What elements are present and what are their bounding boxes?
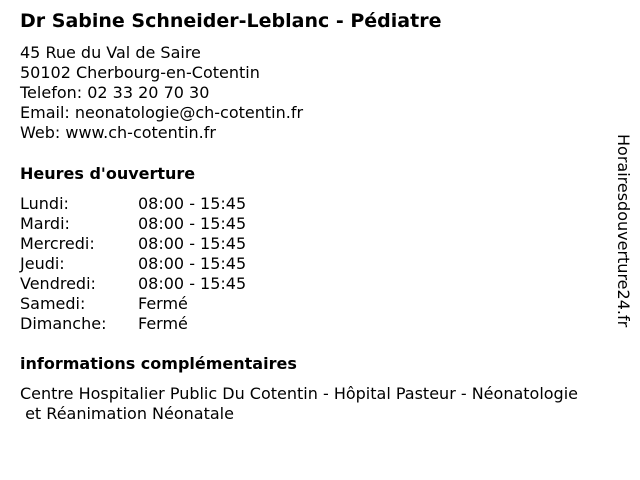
- additional-info-line: et Réanimation Néonatale: [20, 404, 234, 423]
- day-hours: 08:00 - 15:45: [138, 214, 247, 233]
- day-hours: Fermé: [138, 314, 188, 333]
- opening-hours-table: [20, 194, 320, 334]
- website: Web: www.ch-cotentin.fr: [20, 123, 216, 142]
- additional-info-line: Centre Hospitalier Public Du Cotentin - Hôpital Pasteur - Néonatologie: [20, 384, 578, 403]
- day-hours: 08:00 - 15:45: [138, 234, 247, 253]
- address-city: 50102 Cherbourg-en-Cotentin: [20, 63, 260, 82]
- hours-row-friday: [20, 274, 320, 294]
- hours-row-sunday: [20, 314, 320, 334]
- day-label: Mercredi:: [20, 234, 95, 253]
- email-address: Email: neonatologie@ch-cotentin.fr: [20, 103, 304, 122]
- hours-row-thursday: [20, 254, 320, 274]
- day-hours: Fermé: [138, 294, 188, 313]
- address-street: 45 Rue du Val de Saire: [20, 43, 201, 62]
- day-label: Lundi:: [20, 194, 69, 213]
- hours-row-tuesday: [20, 214, 320, 234]
- additional-info-heading: informations complémentaires: [20, 354, 297, 373]
- phone-number: Telefon: 02 33 20 70 30: [20, 83, 210, 102]
- hours-row-wednesday: [20, 234, 320, 254]
- day-label: Samedi:: [20, 294, 86, 313]
- day-label: Jeudi:: [20, 254, 65, 273]
- hours-row-saturday: [20, 294, 320, 314]
- additional-info-text: [20, 384, 578, 424]
- site-watermark: Horairesdouverture24.fr: [614, 134, 633, 328]
- day-label: Vendredi:: [20, 274, 96, 293]
- hours-row-monday: [20, 194, 320, 214]
- day-hours: 08:00 - 15:45: [138, 274, 247, 293]
- day-hours: 08:00 - 15:45: [138, 254, 247, 273]
- opening-hours-heading: Heures d'ouverture: [20, 164, 196, 183]
- day-label: Dimanche:: [20, 314, 107, 333]
- page-title: Dr Sabine Schneider-Leblanc - Pédiatre: [20, 10, 442, 32]
- contact-block: [20, 43, 303, 143]
- day-hours: 08:00 - 15:45: [138, 194, 247, 213]
- day-label: Mardi:: [20, 214, 70, 233]
